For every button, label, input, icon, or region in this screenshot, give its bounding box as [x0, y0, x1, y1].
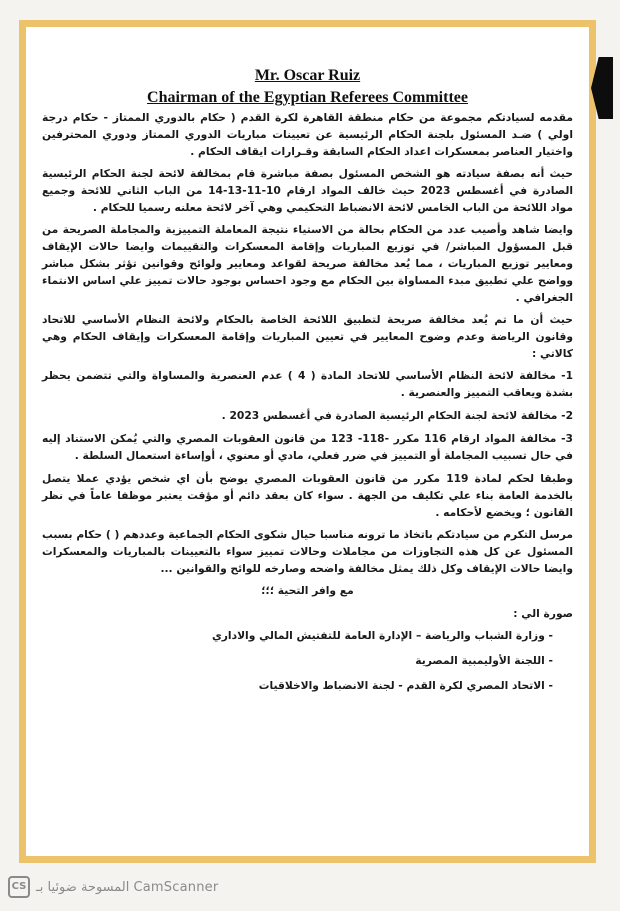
page-tab-marker	[591, 57, 613, 119]
violation-item-3: 3- مخالفة المواد ارقام 116 مكرر -118- 123 من قانون العقوبات المصري والتي يُمكن الاستناد إليه في حال تسبيب المجاملة أو التمييز في ضرر فعلي، مادي أو معنوي ، أوإساءة استعمال السلطة .	[42, 432, 573, 462]
copy-recipient-efa: - الاتحاد المصري لكرة القدم - لجنة الانضباط والاخلاقيات	[258, 679, 553, 692]
request-paragraph: مرسل التكرم من سيادتكم باتخاذ ما ترونه مناسبا حيال شكوى الحكام الجماعية وعددهم ( ) حكام بسبب المسئول عن كل هذه التجاوزات من مجاملات وحالات تمييز سواء بالتعيينات بالمباريات والمعسكرات وايضا حالات الإيقاف وكل ذلك يمثل مخالفة واضحه وصارخه للوائح والقوانين ...	[42, 528, 573, 575]
copy-recipient-olympic: - اللجنة الأوليمبية المصرية	[415, 654, 553, 667]
letter-body	[40, 37, 575, 848]
camscanner-logo-icon: CS	[8, 876, 30, 898]
summary-paragraph: حيث أن ما تم يُعد مخالفة صريحة لتطبيق اللائحة الخاصة بالحكام ولائحة النظام الأساسي للاتحاد وقانون الرياضة وعدم وضوح المعايير في تعيين المباريات وإقامة المعسكرات وإيقاف الحكام وهي كالاتي :	[42, 313, 573, 360]
recipient-name: Mr. Oscar Ruiz	[254, 67, 361, 84]
discrimination-paragraph: وايضا شاهد وأصيب عدد من الحكام بحالة من الاستياء نتيجة المعاملة التمييزية والمجاملة الصريحة من قبل المسؤول المباشر/ في توزيع المباريات وإقامة المعسكرات والتقييمات وايضا حالات الإيقاف ومعايير توزيع المباريات ، مما يُعد مخالفة صريحة لقواعد ومعايير ولوائح وقوانين تؤثر بشكل مباشر وواضح علي تطبيق مبدء المساواة بين الحكام مع وجود احساس بوجود حالات تمييز علي اساس الانتماء الجغرافي .	[42, 223, 573, 304]
closing-salutation: مع وافر التحية ؛؛؛	[261, 584, 354, 597]
intro-paragraph: مقدمه لسيادتكم مجموعة من حكام منطقة القاهرة لكرة القدم ( حكام بالدوري الممتاز - حكام درجة اولي ) ضـد المسئول بلجنة الحكام الرئيسية عن تعيينات مباريات الدوري الممتاز ودوري المحترفين واختيار العناصر بمعسكرات اعداد الحكام السابقة وقـرارات ايقاف الحكام .	[42, 111, 573, 158]
document-frame	[19, 20, 596, 863]
camscanner-watermark	[8, 876, 218, 898]
violation-paragraph: حيث أنه بصفة سيادته هو الشخص المسئول بصفة مباشرة قام بمخالفة لائحة لجنة الحكام الرئيسية الصادرة في أغسطس 2023 حيث خالف المواد ارقام 10-11-13-14 من الباب الثاني للائحة وجميع مواد اللائحة من الباب الخامس لائحة الانضباط التحكيمي وهي آخر لائحة معلنه رسميا للحكام .	[42, 167, 573, 214]
letter-header	[40, 65, 575, 109]
copies-heading: صورة الي :	[513, 607, 573, 620]
violation-item-1: 1- مخالفة لائحة النظام الأساسي للاتحاد المادة ( 4 ) عدم العنصرية والمساواة والتي تتضمن يحظر بشدة ويعاقب التمييز والعنصرية .	[42, 369, 573, 399]
camscanner-text: المسوحة ضوئيا بـ CamScanner	[36, 879, 219, 895]
copy-recipient-ministry: - وزارة الشباب والرياضة – الإدارة العامة للتفتيش المالي والاداري	[211, 629, 553, 642]
violation-item-2: 2- مخالفة لائحة لجنة الحكام الرئيسية الصادرة في أغسطس 2023 .	[221, 409, 573, 422]
penal-code-paragraph: وطبقا لحكم لمادة 119 مكرر من قانون العقوبات المصري يوضح بأن اي شخص يؤدي عملا يتصل بالخدمة العامة بناء علي تكليف من الجهة . سواء كان بعقد دائم أو مؤقت يعتبر موظفا عاماً في نظر القانون ؛ ويخضع لأحكامه .	[42, 472, 573, 519]
recipient-title: Chairman of the Egyptian Referees Committee	[147, 89, 468, 106]
letter-text	[40, 109, 575, 694]
